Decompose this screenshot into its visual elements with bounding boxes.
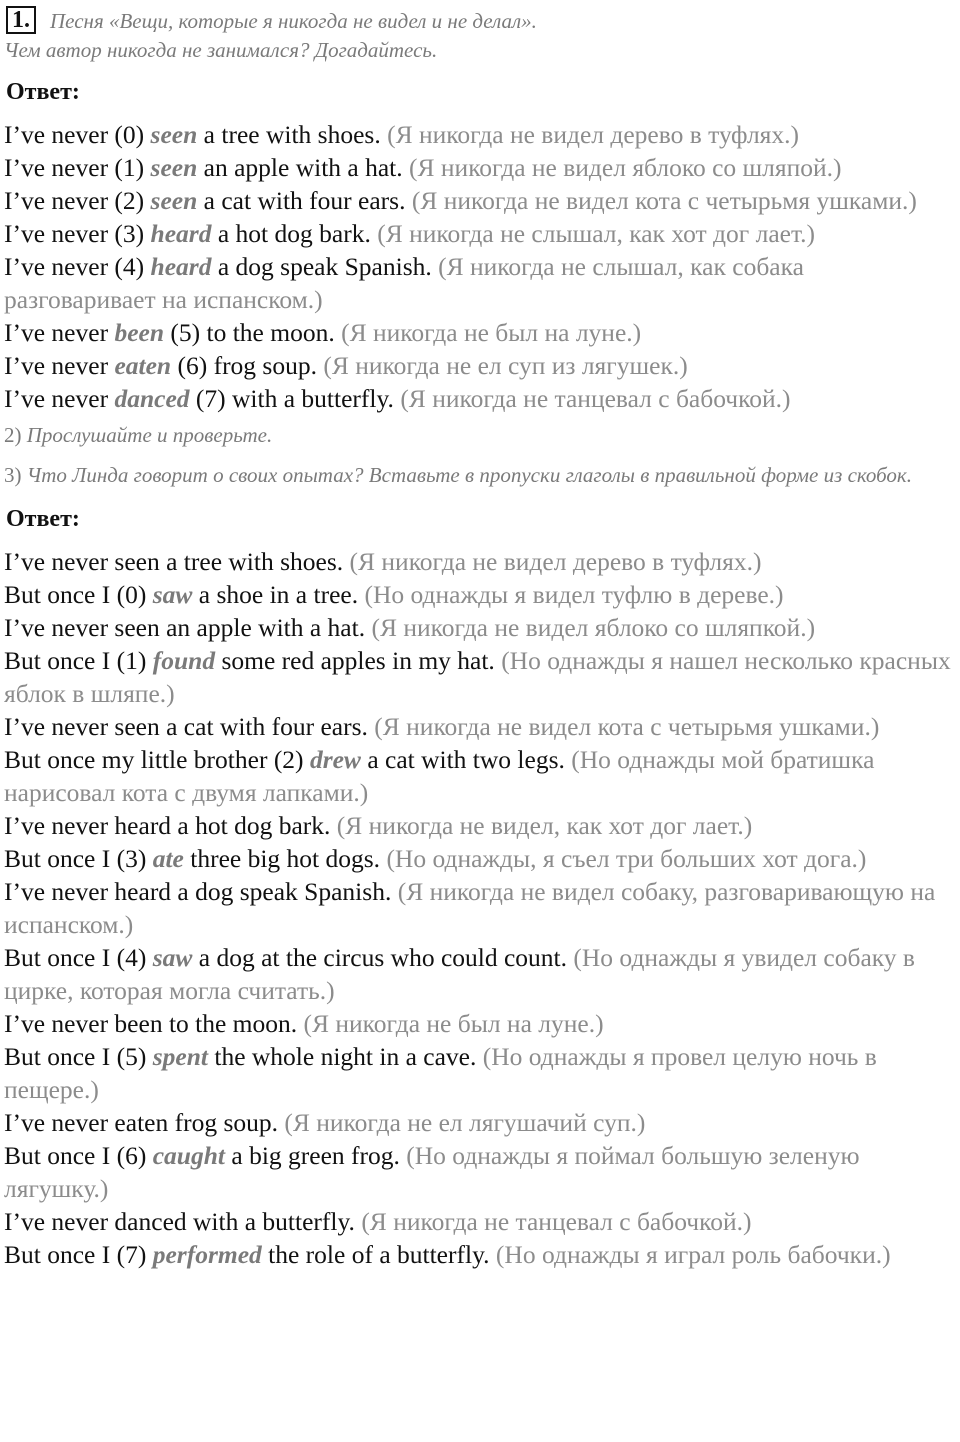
answer-line [4,1238,956,1271]
answer-word: spent [152,1042,208,1071]
answer-line [4,184,956,217]
note-2 [4,421,956,449]
line-text-end: a dog at the circus who could count. [192,943,568,972]
line-text-start: I’ve never (4) [4,252,151,281]
answer-line [4,1205,956,1238]
translation: (Но однажды, я съел три больших хот дога.) [386,844,867,873]
line-text-start: I’ve never seen an apple with a hat. [4,613,366,642]
answer-line [4,809,956,842]
translation: (Я никогда не ел суп из лягушек.) [323,351,688,380]
answer-line [4,875,956,941]
translation: (Я никогда не видел кота с четырьмя ушками.) [411,186,917,215]
answer-word: saw [152,580,193,609]
line-text-end: a cat with four ears. [197,186,406,215]
translation: (Я никогда не видел яблоко со шляпкой.) [371,613,816,642]
answer-line [4,941,956,1007]
line-text-start: But once I (5) [4,1042,153,1071]
line-text-end: three big hot dogs. [183,844,381,873]
translation: (Я никогда не слышал, как собака разговаривает на испанском.) [4,252,804,314]
answer-word: ate [152,844,184,873]
answer-line [4,611,956,644]
line-text-end: a tree with shoes. [197,120,381,149]
answer-line [4,382,956,415]
line-text-start: But once I (0) [4,580,153,609]
document-page [4,4,956,1271]
answer-title-2: Ответ: [6,506,80,532]
line-text-start: But once I (6) [4,1141,153,1170]
line-text-end: (6) frog soup. [171,351,317,380]
answer-word: seen [150,186,198,215]
answer-line [4,316,956,349]
translation: (Я никогда не видел яблоко со шляпой.) [409,153,842,182]
line-text-start: I’ve never (3) [4,219,151,248]
answer-word: danced [114,384,190,413]
answer-line [4,710,956,743]
note-3 [4,461,956,489]
line-text-end: the role of a butterfly. [261,1240,490,1269]
answer-word: been [114,318,165,347]
line-text-end: (5) to the moon. [164,318,335,347]
line-text-end: some red apples in my hat. [215,646,495,675]
line-text-start: I’ve never been to the moon. [4,1009,298,1038]
line-text-end: a shoe in a tree. [192,580,359,609]
translation: (Я никогда не танцевал с бабочкой.) [361,1207,752,1236]
answer-line [4,1106,956,1139]
note-3-text: Что Линда говорит о своих опытах? Вставьте в пропуски глаголы в правильной форме из скобок. [26,463,912,487]
line-text-start: But once I (7) [4,1240,153,1269]
answer-word: saw [152,943,193,972]
exercise-instruction-line-1: Песня «Вещи, которые я никогда не видел и не делал». [50,9,537,33]
notes-block [4,421,956,489]
translation: (Я никогда не видел дерево в туфлях.) [349,547,762,576]
answer-block-1 [4,118,956,415]
answer-word: performed [152,1240,262,1269]
answer-word: seen [150,120,198,149]
translation: (Но однажды я провел целую ночь в пещере.) [4,1042,877,1104]
answer-line [4,217,956,250]
line-text-start: I’ve never [4,351,115,380]
answer-line [4,842,956,875]
line-text-end: the whole night in a cave. [207,1042,477,1071]
exercise-number: 1. [6,6,36,34]
answer-line [4,1040,956,1106]
answer-line [4,644,956,710]
translation: (Я никогда не слышал, как хот дог лает.) [377,219,816,248]
answer-line [4,1139,956,1205]
translation: (Я никогда не видел собаку, разговаривающую на испанском.) [4,877,936,939]
line-text-start: I’ve never (1) [4,153,151,182]
line-text-start: I’ve never eaten frog soup. [4,1108,279,1137]
translation: (Но однажды я поймал большую зеленую лягушку.) [4,1141,860,1203]
answer-word: heard [150,252,212,281]
line-text-start: I’ve never (0) [4,120,151,149]
answer-line [4,151,956,184]
translation: (Я никогда не был на луне.) [303,1009,604,1038]
translation: (Я никогда не видел, как хот дог лает.) [336,811,753,840]
line-text-end: an apple with a hat. [197,153,403,182]
answer-word: seen [150,153,198,182]
line-text-start: But once I (4) [4,943,153,972]
translation: (Но однажды я нашел несколько красных яблок в шляпе.) [4,646,951,708]
answer-line [4,118,956,151]
exercise-instruction-line-2: Чем автор никогда не занимался? Догадайтесь. [4,38,438,62]
line-text-start: I’ve never heard a dog speak Spanish. [4,877,392,906]
note-2-text: Прослушайте и проверьте. [26,423,273,447]
translation: (Но однажды я видел туфлю в дереве.) [364,580,784,609]
line-text-start: I’ve never seen a cat with four ears. [4,712,368,741]
exercise-header [4,4,956,62]
line-text-start: But once I (1) [4,646,153,675]
line-text-end: a dog speak Spanish. [211,252,432,281]
answer-word: found [152,646,216,675]
translation: (Я никогда не был на луне.) [341,318,642,347]
line-text-start: But once my little brother (2) [4,745,310,774]
translation: (Я никогда не танцевал с бабочкой.) [400,384,791,413]
answer-word: heard [150,219,212,248]
line-text-start: I’ve never [4,384,115,413]
answer-line [4,545,956,578]
answer-word: caught [152,1141,225,1170]
note-2-number: 2) [4,423,22,447]
answer-block-2 [4,545,956,1271]
line-text-end: a hot dog bark. [211,219,371,248]
answer-word: drew [309,745,361,774]
note-3-number: 3) [4,463,22,487]
line-text-start: I’ve never [4,318,115,347]
line-text-start: I’ve never seen a tree with shoes. [4,547,344,576]
answer-line [4,349,956,382]
translation: (Я никогда не ел лягушачий суп.) [284,1108,646,1137]
line-text-start: I’ve never heard a hot dog bark. [4,811,331,840]
line-text-start: I’ve never danced with a butterfly. [4,1207,355,1236]
line-text-end: a big green frog. [225,1141,400,1170]
line-text-end: a cat with two legs. [360,745,565,774]
translation: (Но однажды я увидел собаку в цирке, которая могла считать.) [4,943,915,1005]
answer-line [4,250,956,316]
line-text-start: I’ve never (2) [4,186,151,215]
answer-line [4,578,956,611]
line-text-end: (7) with a butterfly. [189,384,394,413]
translation: (Но однажды мой братишка нарисовал кота с двумя лапками.) [4,745,875,807]
answer-word: eaten [114,351,172,380]
translation: (Я никогда не видел кота с четырьмя ушками.) [374,712,880,741]
answer-line [4,1007,956,1040]
translation: (Но однажды я играл роль бабочки.) [495,1240,891,1269]
answer-title-1: Ответ: [6,79,80,105]
answer-line [4,743,956,809]
translation: (Я никогда не видел дерево в туфлях.) [387,120,800,149]
line-text-start: But once I (3) [4,844,153,873]
